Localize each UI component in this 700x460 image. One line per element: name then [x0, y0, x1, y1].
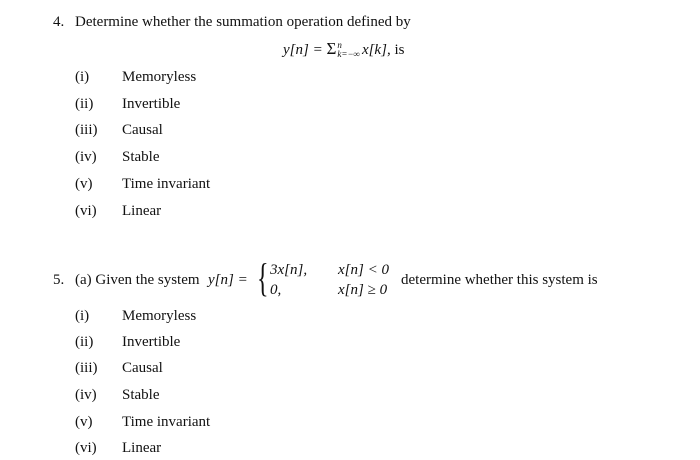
piecewise-brace: { [257, 255, 269, 300]
question-number: 4. [53, 14, 65, 30]
roman-numeral: (iv) [75, 149, 97, 165]
property-label: Stable [122, 387, 160, 403]
question-text: Determine whether the summation operation defined by [75, 14, 411, 30]
question-prefix: (a) Given the system [75, 272, 200, 288]
case-2-condition: x[n] ≥ 0 [338, 282, 388, 298]
property-label: Stable [122, 149, 160, 165]
list-item [0, 360, 400, 380]
property-label: Time invariant [122, 176, 211, 192]
question-number: 5. [53, 272, 65, 288]
list-item [0, 308, 400, 328]
property-label: Causal [122, 360, 163, 376]
equation-lhs: y[n] = [283, 42, 327, 58]
sum-lower-limit: k=−∞ [337, 48, 360, 59]
case-2-value: 0, [270, 282, 282, 298]
roman-numeral: (iii) [75, 122, 98, 138]
list-item [0, 334, 400, 354]
list-item [0, 203, 400, 223]
list-item [0, 96, 400, 116]
property-label: Time invariant [122, 414, 211, 430]
list-item [0, 440, 400, 460]
roman-numeral: (ii) [75, 96, 94, 112]
roman-numeral: (ii) [75, 334, 94, 350]
list-item [0, 69, 400, 89]
roman-numeral: (vi) [75, 203, 97, 219]
roman-numeral: (i) [75, 69, 90, 85]
roman-numeral: (vi) [75, 440, 97, 456]
sigma-symbol: Σ [326, 39, 337, 58]
roman-numeral: (v) [75, 414, 93, 430]
property-label: Memoryless [122, 69, 197, 85]
property-label: Linear [122, 440, 162, 456]
property-label: Causal [122, 122, 163, 138]
summation-equation [283, 39, 404, 60]
roman-numeral: (v) [75, 176, 93, 192]
roman-numeral: (iii) [75, 360, 98, 376]
list-item [0, 387, 400, 407]
equation-suffix: , is [386, 42, 405, 58]
property-label: Linear [122, 203, 162, 219]
list-item [0, 176, 400, 196]
property-label: Memoryless [122, 308, 197, 324]
system-lhs: y[n] = [208, 272, 248, 288]
case-1-value: 3x[n], [270, 262, 308, 278]
list-item [0, 149, 400, 169]
property-label: Invertible [122, 334, 181, 350]
sum-upper-limit: n [337, 39, 342, 50]
equation-summand: x[k] [361, 42, 387, 58]
question-suffix: determine whether this system is [401, 272, 598, 288]
list-item [0, 122, 400, 142]
list-item [0, 414, 400, 434]
property-label: Invertible [122, 96, 181, 112]
roman-numeral: (iv) [75, 387, 97, 403]
case-1-condition: x[n] < 0 [338, 262, 389, 278]
roman-numeral: (i) [75, 308, 90, 324]
